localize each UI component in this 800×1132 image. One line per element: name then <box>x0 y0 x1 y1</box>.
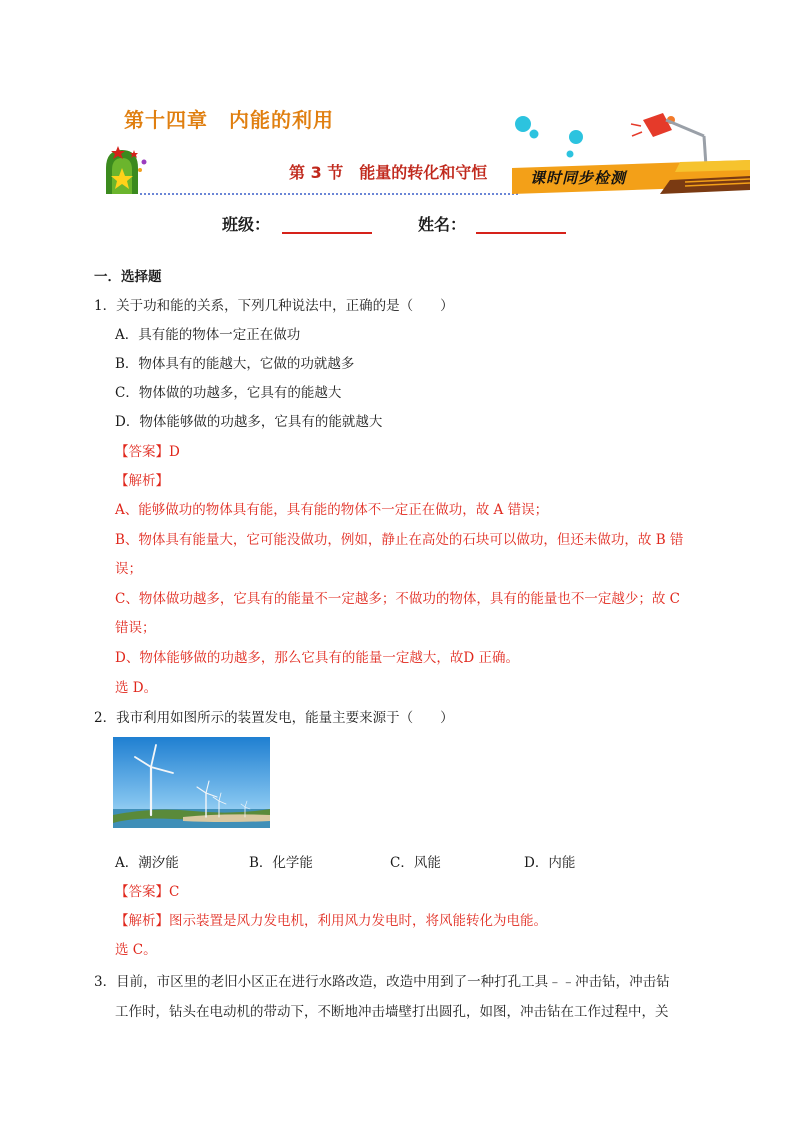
q1-option-c: C．物体做的功越多，它具有的能越大 <box>115 385 342 401</box>
q2-answer: 【答案】C <box>115 884 180 900</box>
section-title: 第 3 节 能量的转化和守恒 <box>289 163 488 182</box>
q2-option-a: A．潮汐能 <box>115 855 179 871</box>
q3-stem-line1: 3．目前，市区里的老旧小区正在进行水路改造，改造中用到了一种打孔工具﹣﹣冲击钻，冲击钻 <box>94 974 670 990</box>
q1-answer: 【答案】D <box>115 444 180 460</box>
q1-analysis-d: D、物体能够做的功越多，那么它具有的能量一定越大，故D 正确。 <box>115 650 519 666</box>
q1-option-d: D．物体能够做的功越多，它具有的能就越大 <box>115 414 383 430</box>
q2-stem: 2．我市利用如图所示的装置发电，能量主要来源于（ ） <box>94 710 454 726</box>
q2-option-c: C．风能 <box>390 855 441 871</box>
section-heading: 一．选择题 <box>94 269 162 285</box>
class-label: 班级： <box>222 215 271 234</box>
sync-label: 课时同步检测 <box>530 169 627 187</box>
q1-analysis-label: 【解析】 <box>115 473 169 489</box>
chapter-title: 第十四章 内能的利用 <box>124 108 334 132</box>
q1-analysis-b-2: 误； <box>115 561 142 577</box>
q1-analysis-c-1: C、物体做功越多，它具有的能量不一定越多；不做功的物体，具有的能量也不一定越少；故 C <box>115 591 680 607</box>
q1-option-b: B．物体具有的能越大，它做的功就越多 <box>115 356 355 372</box>
bubbles-icon <box>515 116 583 158</box>
q1-analysis-a: A、能够做功的物体具有能，具有能的物体不一定正在做功，故 A 错误； <box>115 502 549 518</box>
q2-option-d: D．内能 <box>524 855 576 871</box>
q2-conclusion: 选 C。 <box>115 942 157 958</box>
q2-option-b: B．化学能 <box>249 855 313 871</box>
q1-conclusion: 选 D。 <box>115 680 158 696</box>
name-blank <box>476 232 566 234</box>
star-badge-icon <box>106 146 147 194</box>
q3-stem-line2: 工作时，钻头在电动机的带动下，不断地冲击墙壁打出圆孔，如图，冲击钻在工作过程中，关 <box>115 1004 669 1020</box>
q1-option-a: A．具有能的物体一定正在做功 <box>115 327 301 343</box>
name-label: 姓名： <box>418 215 467 234</box>
class-blank <box>282 232 372 234</box>
q1-analysis-c-2: 错误； <box>115 620 156 636</box>
q2-analysis: 【解析】图示装置是风力发电机，利用风力发电时，将风能转化为电能。 <box>115 913 547 929</box>
wind-turbine-photo <box>113 737 270 828</box>
desk-lamp-icon <box>631 113 706 166</box>
q1-stem: 1．关于功和能的关系，下列几种说法中，正确的是（ ） <box>94 298 454 314</box>
q1-analysis-b-1: B、物体具有能量大，它可能没做功，例如，静止在高处的石块可以做功，但还未做功，故 B 错 <box>115 532 684 548</box>
